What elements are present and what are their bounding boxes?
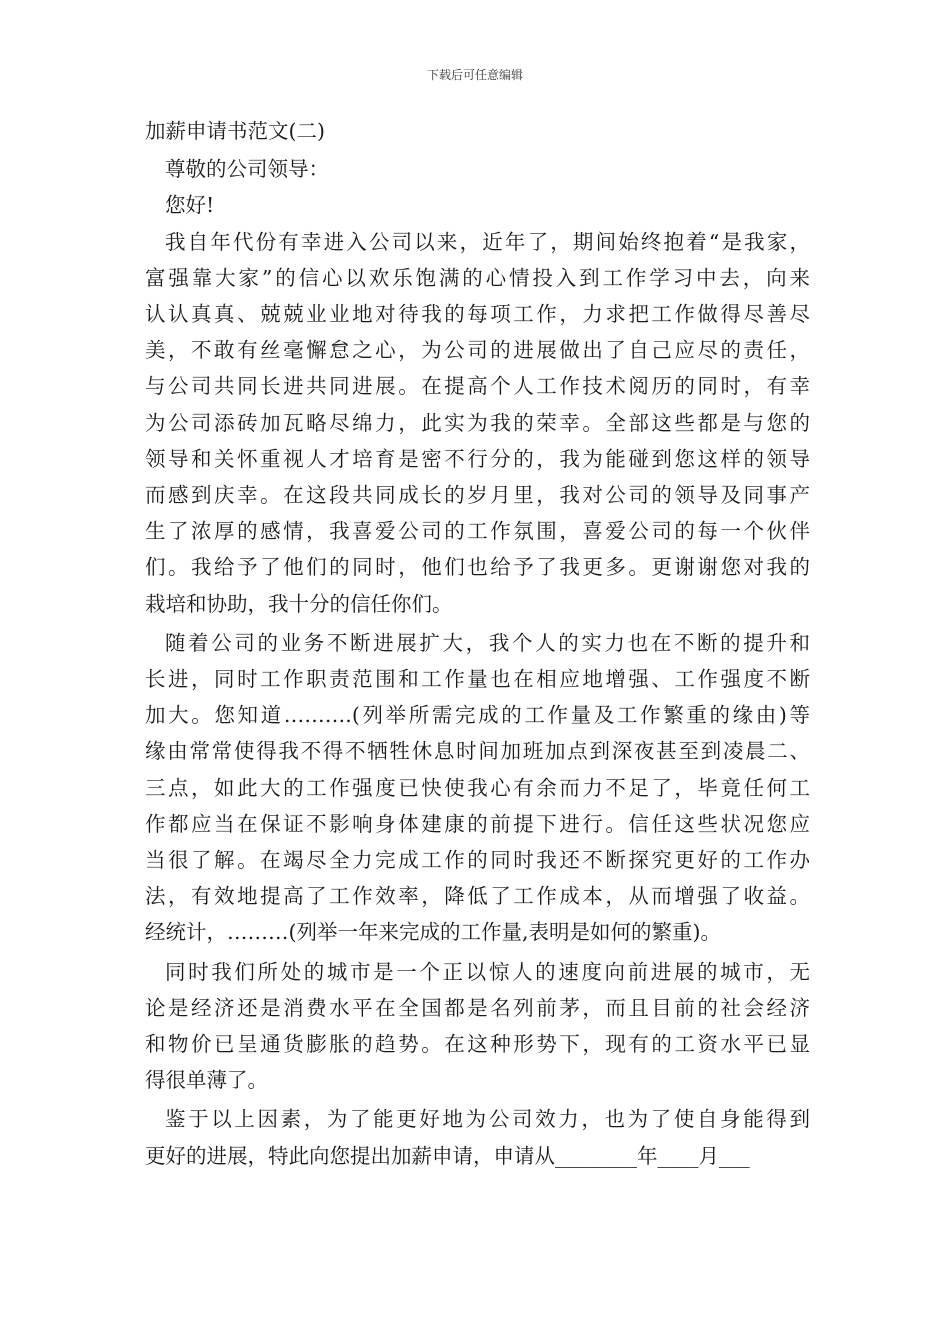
paragraph-line: 当很了解。在竭尽全力完成工作的同时我还不断探究更好的工作办: [145, 848, 810, 873]
paragraph-line: 美，不敢有丝毫懈怠之心，为公司的进展做出了自己应尽的责任，: [145, 338, 810, 363]
paragraph: [145, 1101, 810, 1173]
paragraph-line: 加大。您知道……….(列举所需完成的工作量及工作繁重的缘由)等: [145, 703, 810, 728]
paragraph-line: 生了浓厚的感情，我喜爱公司的工作氛围，喜爱公司的每一个伙伴: [145, 519, 810, 544]
paragraph-line: 更好的进展，特此向您提出加薪申请，申请从________年____月___: [145, 1143, 750, 1168]
paragraph-line: 论是经济还是消费水平在全国都是名列前茅，而且目前的社会经济: [145, 995, 810, 1020]
paragraph-line: 经统计，………(列举一年来完成的工作量,表明是如何的繁重)。: [145, 920, 722, 945]
header-note: 下载后可任意编辑: [426, 68, 523, 82]
paragraph-line: 三点，如此大的工作强度已快使我心有余而力不足了，毕竟任何工: [145, 775, 810, 800]
paragraph: [145, 625, 810, 951]
paragraph-line: 们。我给予了他们的同时，他们也给予了我更多。更谢谢您对我的: [145, 555, 810, 580]
paragraph-line: 作都应当在保证不影响身体建康的前提下进行。信任这些状况您应: [145, 811, 810, 836]
paragraph-line: 长进，同时工作职责范围和工作量也在相应地增强、工作强度不断: [145, 667, 810, 692]
paragraph-line: 随着公司的业务不断进展扩大，我个人的实力也在不断的提升和: [165, 630, 810, 655]
document-body: [145, 113, 810, 1177]
paragraph-line: 法，有效地提高了工作效率，降低了工作成本，从而增强了收益。: [145, 884, 810, 909]
paragraph-line: 鉴于以上因素，为了能更好地为公司效力，也为了使自身能得到: [165, 1107, 810, 1132]
paragraph-list: [145, 224, 810, 1174]
paragraph-line: 为公司添砖加瓦略尽绵力，此实为我的荣幸。全部这些都是与您的: [145, 410, 810, 435]
paragraph: [145, 224, 810, 622]
paragraph-line: 栽培和协助，我十分的信任你们。: [145, 591, 453, 616]
salutation: 尊敬的公司领导：: [165, 157, 329, 182]
paragraph-line: 和物价已呈通货膨胀的趋势。在这种形势下，现有的工资水平已显: [145, 1032, 810, 1057]
paragraph-line: 领导和关怀重视人才培育是密不行分的，我为能碰到您这样的领导: [145, 446, 810, 471]
paragraph: [145, 954, 810, 1099]
paragraph-line: 富强靠大家”的信心以欢乐饱满的心情投入到工作学习中去，向来: [145, 265, 810, 290]
paragraph-line: 得很单薄了。: [145, 1068, 268, 1093]
greeting: 您好!: [165, 193, 215, 218]
document-title: 加薪申请书范文(二): [145, 119, 325, 143]
paragraph-line: 缘由常常使得我不得不牺牲休息时间加班加点到深夜甚至到凌晨二、: [145, 739, 810, 764]
paragraph-line: 与公司共同长进共同进展。在提高个人工作技术阅历的同时，有幸: [145, 374, 810, 399]
paragraph-line: 认认真真、兢兢业业地对待我的每项工作，力求把工作做得尽善尽: [145, 302, 810, 327]
paragraph-line: 而感到庆幸。在这段共同成长的岁月里，我对公司的领导及同事产: [145, 483, 810, 508]
paragraph-line: 我自年代份有幸进入公司以来，近年了，期间始终抱着“是我家，: [165, 229, 810, 254]
paragraph-line: 同时我们所处的城市是一个正以惊人的速度向前进展的城市，无: [165, 959, 810, 984]
